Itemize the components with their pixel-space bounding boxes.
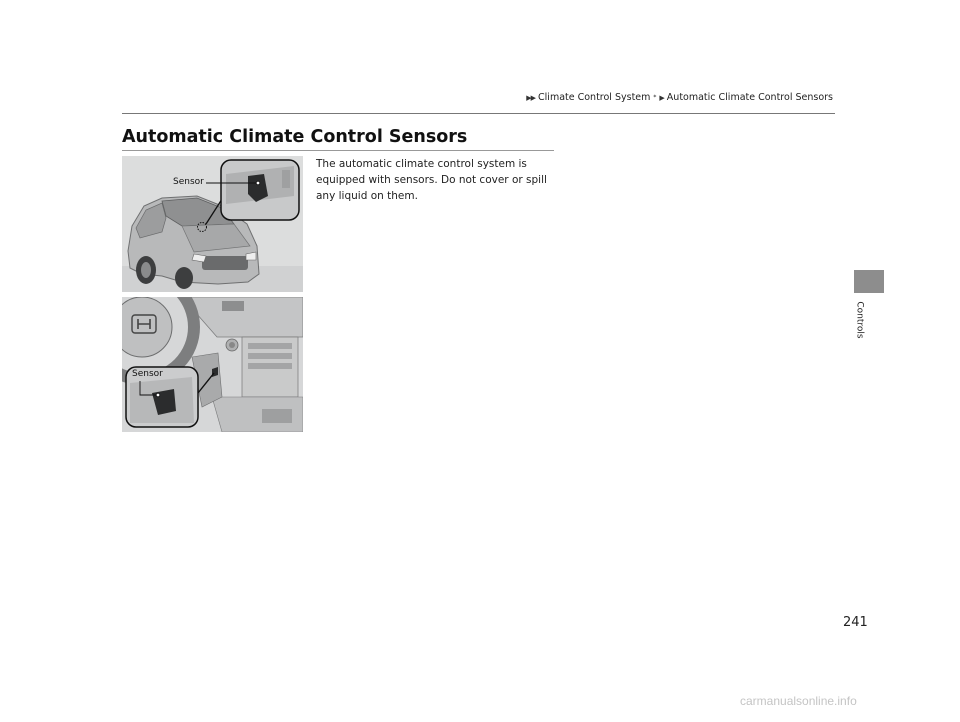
- watermark: carmanualsonline.info: [740, 694, 857, 708]
- page-number: 241: [843, 615, 868, 630]
- breadcrumb-arrows-icon: ▶▶: [526, 93, 536, 102]
- breadcrumb-item-sensors: Automatic Climate Control Sensors: [666, 92, 833, 103]
- vehicle-exterior-illustration: [122, 156, 303, 292]
- dashboard-interior-illustration: [122, 297, 303, 432]
- title-rule: [122, 150, 554, 151]
- body-text: The automatic climate control system is equipped with sensors. Do not cover or spill any liquid on them.: [316, 158, 547, 202]
- section-tab-label[interactable]: Controls: [855, 301, 866, 339]
- interior-sensor-figure: [122, 297, 303, 432]
- breadcrumb: [526, 92, 833, 103]
- exterior-sensor-label: Sensor: [173, 177, 204, 187]
- page-title: Automatic Climate Control Sensors: [122, 127, 468, 147]
- interior-sensor-label: Sensor: [132, 369, 163, 379]
- optional-marker: *: [653, 94, 657, 101]
- header-rule: [122, 113, 835, 114]
- breadcrumb-item-climate-control[interactable]: Climate Control System: [538, 92, 651, 103]
- breadcrumb-arrow-icon: ▶: [659, 93, 664, 102]
- section-tab-marker: [854, 270, 884, 293]
- exterior-sensor-figure: [122, 156, 303, 292]
